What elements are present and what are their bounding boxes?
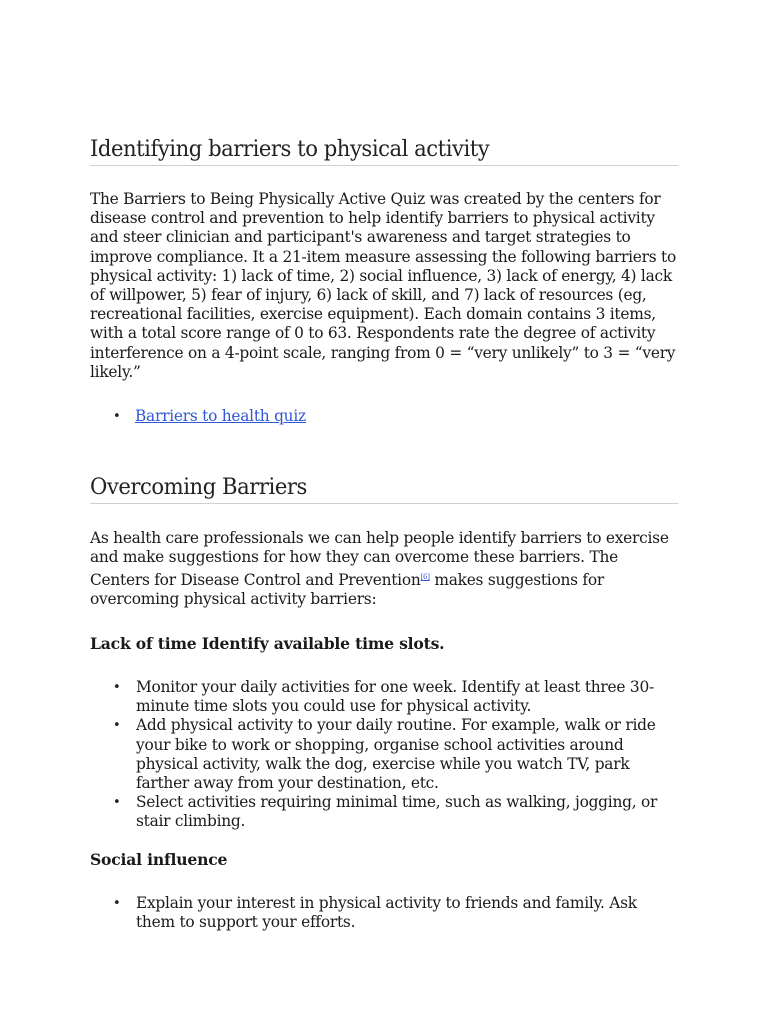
list-item: • Select activities requiring minimal time, such as walking, jogging, or stair climbing. (136, 793, 678, 831)
list-item: • Add physical activity to your daily routine. For example, walk or ride your bike to work or shopping, organise school activities around physical activity, walk the dog, exercise while you watch TV, park farther away from your destination, etc. (136, 716, 678, 793)
subheading-social-influence: Social influence (90, 849, 228, 869)
list-item (90, 407, 678, 426)
list-item: • Monitor your daily activities for one week. Identify at least three 30-minute time slots you could use for physical activity. (136, 678, 678, 716)
section-heading-identifying-barriers: Identifying barriers to physical activity (90, 134, 678, 166)
list-item: • Explain your interest in physical activity to friends and family. Ask them to support your efforts. (136, 894, 678, 932)
lack-of-time-list (90, 678, 678, 832)
section-heading-overcoming-barriers: Overcoming Barriers (90, 472, 678, 504)
intro-text-after-citation: makes suggestions for overcoming physical activity barriers: (90, 570, 605, 608)
social-influence-list (90, 894, 678, 932)
citation-link[interactable]: [6] (420, 572, 430, 581)
intro-text-before-citation: As health care professionals we can help people identify barriers to exercise and make suggestions for how they can overcome these barriers. The Centers for Disease Control and Prevention (90, 529, 669, 589)
quiz-link-list (90, 407, 678, 426)
barriers-quiz-link[interactable] (119, 407, 306, 425)
barriers-quiz-link-label: Barriers to health quiz (135, 407, 306, 426)
overcoming-intro-paragraph (90, 529, 678, 609)
article-content (90, 134, 678, 932)
quiz-description-paragraph: The Barriers to Being Physically Active Quiz was created by the centers for disease control and prevention to help identify barriers to physical activity and steer clinician and participant's awareness and target strategies to improve compliance. It a 21-item measure assessing the following barriers to physical activity: 1) lack of time, 2) social influence, 3) lack of energy, 4) lack of willpower, 5) fear of injury, 6) lack of skill, and 7) lack of resources (eg, recreational facilities, exercise equipment). Each domain contains 3 items, with a total score range of 0 to 63. Respondents rate the degree of activity interference on a 4-point scale, ranging from 0 = “very unlikely” to 3 = “very likely.” (90, 190, 676, 381)
subheading-lack-of-time: Lack of time Identify available time slots. (90, 634, 445, 654)
